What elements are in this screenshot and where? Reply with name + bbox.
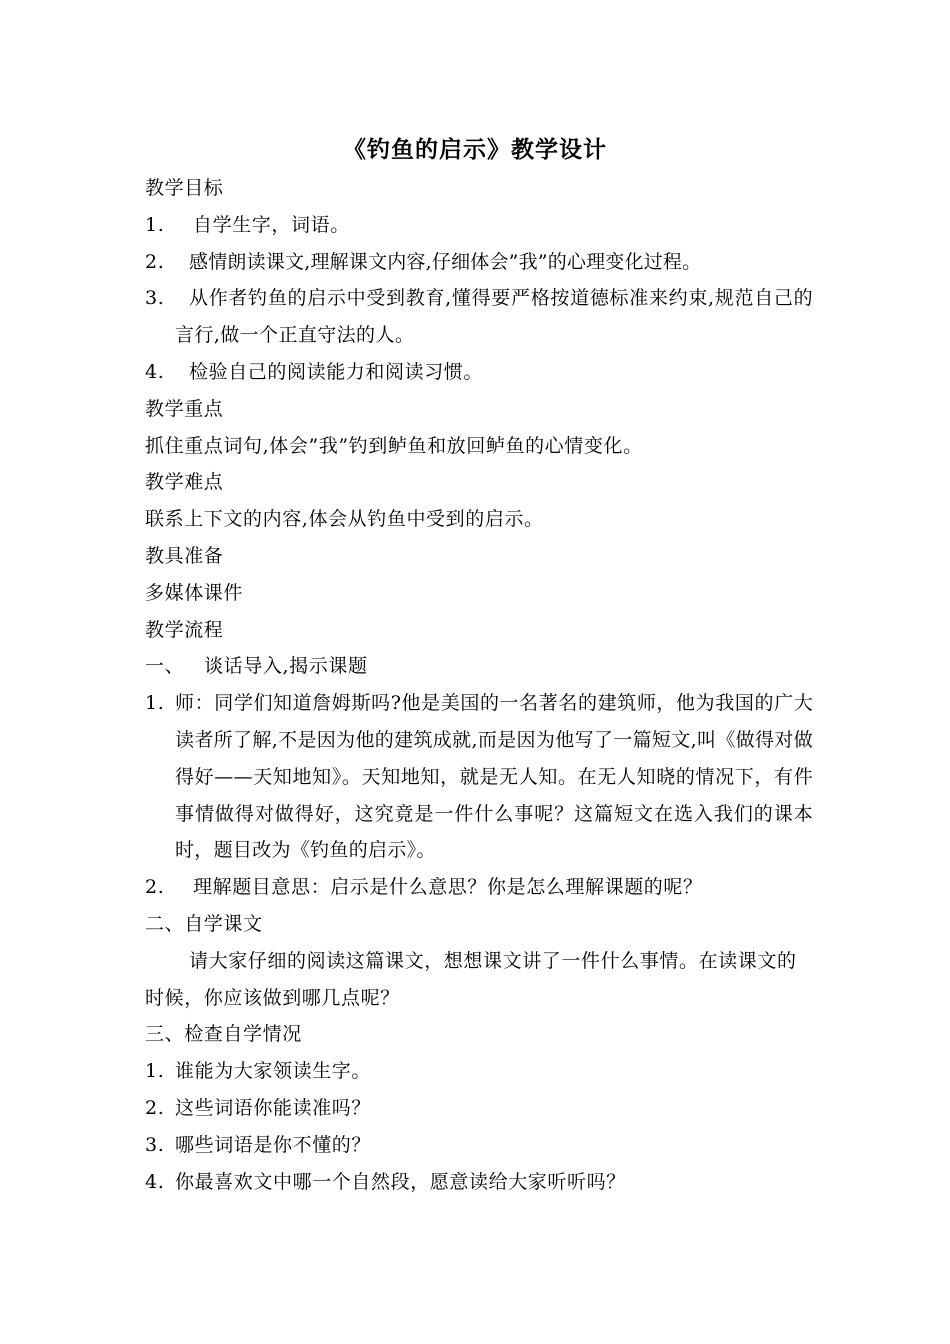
list-number: 1. <box>145 1060 165 1083</box>
list-number: 3. <box>145 287 165 310</box>
list-number: 2. <box>145 250 165 273</box>
list-number: 4. <box>145 1170 165 1193</box>
list-text: 检验自己的阅读能力和阅读习惯。 <box>189 360 484 383</box>
list-item <box>145 1127 813 1164</box>
process-part2-heading: 二、自学课文 <box>145 912 263 935</box>
section-heading-key-points: 教学重点 <box>145 397 224 420</box>
process-part1-heading: 一、 谈话导入,揭示课题 <box>145 655 368 678</box>
section-heading-difficulties: 教学难点 <box>145 471 224 494</box>
list-text: 理解题目意思：启示是什么意思？你是怎么理解课题的呢？ <box>193 876 703 899</box>
section-heading-goals: 教学目标 <box>145 177 224 199</box>
list-text: 自学生字，词语。 <box>193 213 350 236</box>
list-item <box>145 207 813 244</box>
document-body <box>145 170 813 1200</box>
section-heading-process: 教学流程 <box>145 618 224 641</box>
key-points-text: 抓住重点词句,体会”我”钓到鲈鱼和放回鲈鱼的心情变化。 <box>145 434 643 457</box>
list-text: 你最喜欢文中哪一个自然段，愿意读给大家听听吗？ <box>175 1170 626 1193</box>
list-text: 感情朗读课文,理解课文内容,仔细体会”我”的心理变化过程。 <box>189 250 702 273</box>
process-part2-text: 请大家仔细的阅读这篇课文，想想课文讲了一件什么事情。在读课文的时候，你应该做到哪几点呢？ <box>145 949 797 1009</box>
list-text: 师：同学们知道詹姆斯吗?他是美国的一名著名的建筑师，他为我国的广大读者所了解,不是因为他的建筑成就,而是因为他写了一篇短文,叫《做得对做得好——天知地知》。天知地知，就是无人知。在无人知晓的情况下，有件事情做得对做得好，这究竟是一件什么事呢？这篇短文在选入我们的课本时，题目改为《钓鱼的启示》。 <box>175 692 813 862</box>
list-item <box>145 1164 813 1201</box>
list-number: 2. <box>145 876 165 899</box>
list-text: 这些词语你能读准吗？ <box>175 1096 372 1119</box>
materials-text: 多媒体课件 <box>145 581 244 604</box>
page-title: 《钓鱼的启示》教学设计 <box>343 136 607 163</box>
section-heading-materials: 教具准备 <box>145 544 224 567</box>
list-number: 4. <box>145 360 165 383</box>
list-number: 2. <box>145 1096 165 1119</box>
list-item <box>145 1090 813 1127</box>
list-number: 3. <box>145 1133 165 1156</box>
difficulties-text: 联系上下文的内容,体会从钓鱼中受到的启示。 <box>145 508 544 531</box>
list-number: 1. <box>145 213 165 236</box>
list-text: 谁能为大家领读生字。 <box>175 1060 372 1083</box>
list-item <box>145 280 813 354</box>
list-item <box>145 244 813 281</box>
list-item <box>145 869 813 906</box>
list-item <box>145 685 813 869</box>
list-text: 哪些词语是你不懂的？ <box>175 1133 372 1156</box>
process-part3-heading: 三、检查自学情况 <box>145 1023 302 1046</box>
list-number: 1. <box>145 692 165 715</box>
list-item <box>145 354 813 391</box>
list-item <box>145 1053 813 1090</box>
list-text: 从作者钓鱼的启示中受到教育,懂得要严格按道德标准来约束,规范自己的言行,做一个正直守法的人。 <box>175 287 813 347</box>
